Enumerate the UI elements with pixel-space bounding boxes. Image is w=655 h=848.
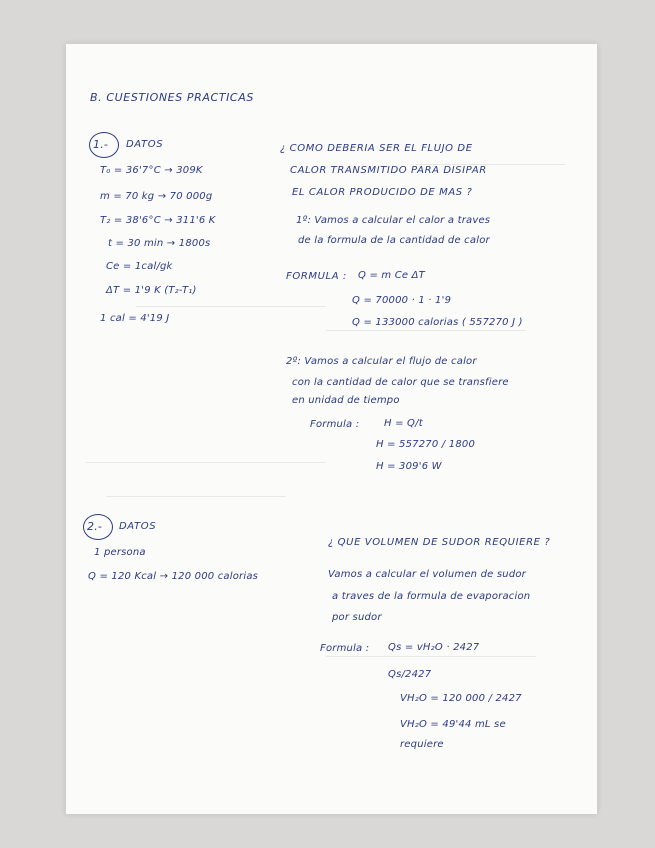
calculation-line: VH₂O = 49'44 mL se (400, 719, 506, 730)
formula-label: FORMULA : (286, 271, 347, 282)
step-text: Vamos a calcular el volumen de sudor (328, 569, 526, 580)
calculation-line: VH₂O = 120 000 / 2427 (400, 693, 522, 704)
calculation-line: requiere (400, 739, 444, 750)
calculation-line: Q = 133000 calorias ( 557270 J ) (352, 317, 523, 328)
data-line: ΔT = 1'9 K (T₂-T₁) (106, 285, 197, 296)
question-1-data-title: DATOS (126, 139, 164, 150)
step-text: de la formula de la cantidad de calor (298, 235, 490, 246)
question-2-data-title: DATOS (119, 521, 157, 532)
calculation-line: Q = 70000 · 1 · 1'9 (352, 295, 452, 306)
handwritten-sheet (66, 44, 597, 814)
formula-label: Formula : (310, 419, 360, 430)
sheet-heading: B. CUESTIONES PRACTICAS (90, 91, 254, 104)
data-line: 1 persona (94, 547, 146, 558)
question-1-number: 1.- (93, 138, 109, 151)
formula-text: Q = m Ce ΔT (358, 270, 425, 281)
formula-text: H = Q/t (384, 418, 423, 429)
question-1-text: EL CALOR PRODUCIDO DE MAS ? (292, 187, 473, 198)
data-line: Q = 120 Kcal → 120 000 calorias (88, 571, 259, 582)
calculation-line: H = 557270 / 1800 (376, 439, 476, 450)
step-text: con la cantidad de calor que se transfiere (292, 377, 509, 388)
step-text: en unidad de tiempo (292, 395, 400, 406)
formula-label: Formula : (320, 643, 370, 654)
question-1-text: CALOR TRANSMITIDO PARA DISIPAR (290, 165, 487, 176)
question-2-number: 2.- (87, 520, 103, 533)
data-line: m = 70 kg → 70 000g (100, 191, 213, 202)
question-1-text: ¿ COMO DEBERIA SER EL FLUJO DE (280, 143, 473, 154)
data-line: T₀ = 36'7°C → 309K (100, 165, 203, 176)
step-text: 1º: Vamos a calcular el calor a traves (296, 215, 491, 226)
data-line: t = 30 min → 1800s (108, 238, 211, 249)
step-text: 2º: Vamos a calcular el flujo de calor (286, 356, 477, 367)
question-2-text: ¿ QUE VOLUMEN DE SUDOR REQUIERE ? (328, 537, 551, 548)
step-text: a traves de la formula de evaporacion (332, 591, 531, 602)
calculation-line: H = 309'6 W (376, 461, 442, 472)
formula-text: Qs = vH₂O · 2427 (388, 642, 480, 653)
calculation-line: Qs/2427 (388, 669, 432, 680)
data-line: Ce = 1cal/gk (106, 261, 173, 272)
data-line: T₂ = 38'6°C → 311'6 K (100, 215, 216, 226)
step-text: por sudor (332, 612, 382, 623)
data-line: 1 cal = 4'19 J (100, 313, 170, 324)
